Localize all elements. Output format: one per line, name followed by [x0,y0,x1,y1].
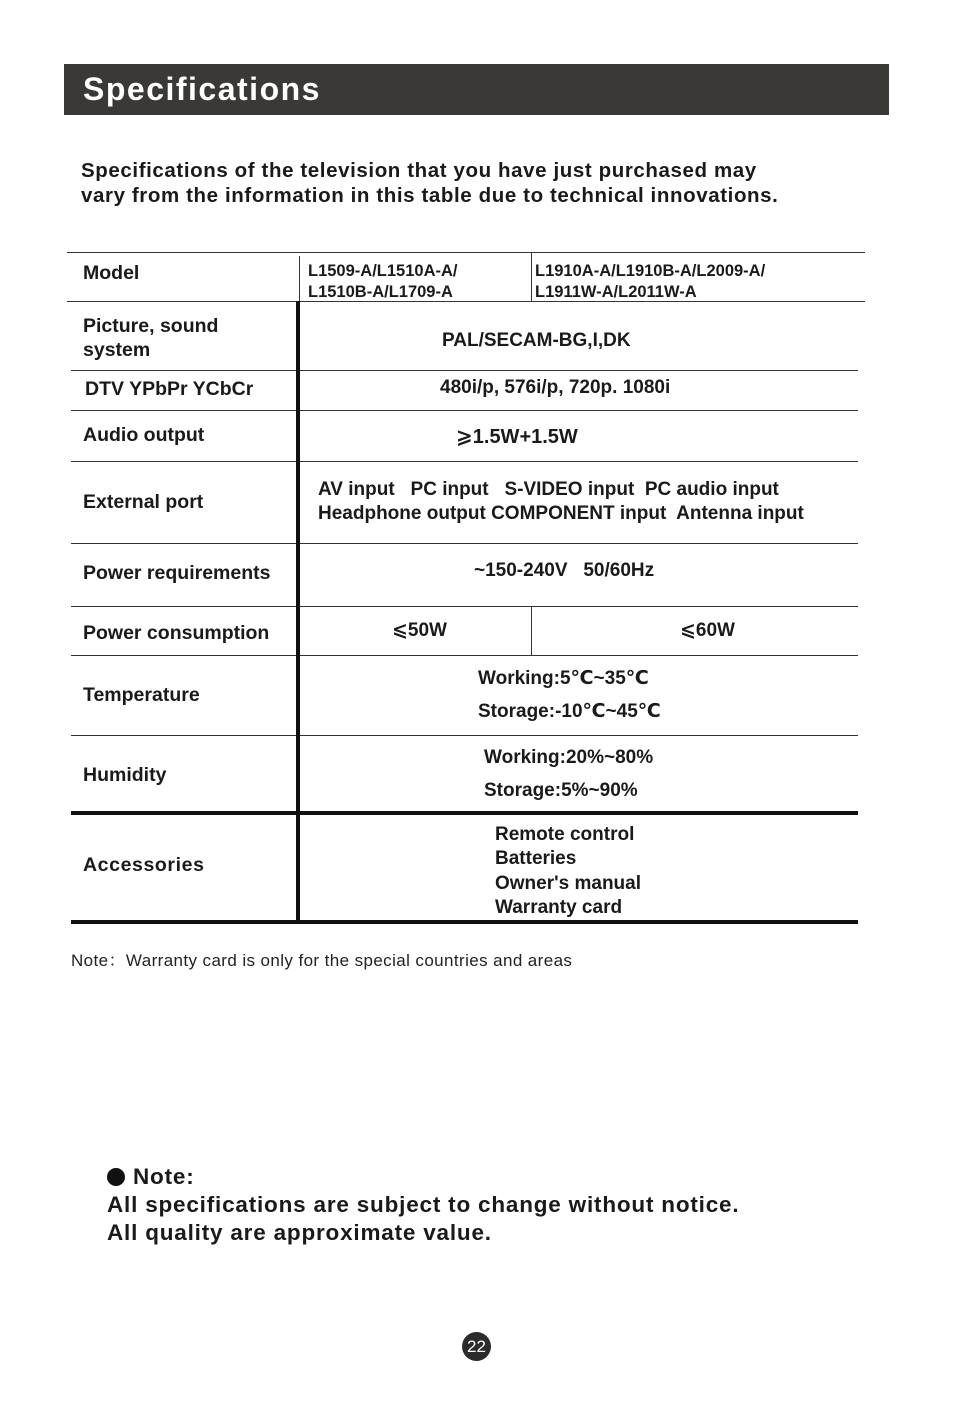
picture-sound-label-2: system [83,339,151,361]
row-divider [71,735,858,736]
note-block [107,1163,739,1247]
page-number: 22 [462,1332,491,1361]
temperature-working: Working:5℃~35℃ [478,668,649,689]
note-heading: Note: [133,1164,195,1189]
humidity-storage: Storage:5%~90% [484,780,638,801]
accessory-item: Warranty card [495,897,623,918]
power-consumption-right: ⩽60W [680,620,735,641]
power-consumption-left: ⩽50W [392,620,447,641]
table-top-rule [67,252,865,253]
external-port-label: External port [83,491,204,513]
row-divider [71,410,858,411]
model-left-line-2: L1510B-A/L1709-A [308,283,453,301]
model-left-line-1: L1509-A/L1510A-A/ [308,262,458,280]
picture-sound-value: PAL/SECAM-BG,I,DK [442,330,631,351]
intro-paragraph [81,158,901,208]
power-consumption-label: Power consumption [83,622,270,644]
note-line-1: All specifications are subject to change without notice. [107,1192,740,1217]
note-heading-row [107,1163,739,1191]
bullet-icon [107,1168,125,1186]
audio-label: Audio output [83,424,205,446]
accessory-item: Owner's manual [495,873,642,894]
accessories-top-rule [71,811,858,815]
power-requirements-label: Power requirements [83,562,271,584]
column-divider [296,301,300,921]
row-divider [71,370,858,371]
model-label: Model [83,262,140,284]
accessory-item: Remote control [495,824,635,845]
humidity-label: Humidity [83,764,167,786]
dtv-value: 480i/p, 576i/p, 720p. 1080i [440,377,671,398]
page-header [64,64,889,115]
temperature-storage: Storage:-10℃~45℃ [478,701,661,722]
column-divider [299,256,300,301]
external-port-line-1: AV input PC input S-VIDEO input PC audio input [318,479,779,500]
accessories-label: Accessories [83,854,205,876]
footnote: Note：Warranty card is only for the special countries and areas [71,951,573,970]
accessory-item: Batteries [495,848,577,869]
row-divider [71,461,858,462]
intro-line-2: vary from the information in this table due to technical innovations. [81,184,779,207]
temperature-label: Temperature [83,684,200,706]
external-port-line-2: Headphone output COMPONENT input Antenna input [318,503,804,524]
row-divider [67,301,865,302]
model-right-line-1: L1910A-A/L1910B-A/L2009-A/ [535,262,766,280]
row-divider [71,606,858,607]
audio-value: ⩾1.5W+1.5W [456,426,578,448]
model-split-divider [531,253,532,301]
row-divider [71,543,858,544]
dtv-label: DTV YPbPr YCbCr [85,378,254,400]
row-divider [71,655,858,656]
table-bottom-rule [71,920,858,924]
intro-line-1: Specifications of the television that you have just purchased may [81,159,757,182]
power-split-divider [531,607,532,655]
note-line-2: All quality are approximate value. [107,1220,492,1245]
humidity-working: Working:20%~80% [484,747,654,768]
page-title: Specifications [83,71,321,107]
power-requirements-value: ~150-240V 50/60Hz [474,560,655,581]
model-right-line-2: L1911W-A/L2011W-A [535,283,697,301]
picture-sound-label-1: Picture, sound [83,315,219,337]
